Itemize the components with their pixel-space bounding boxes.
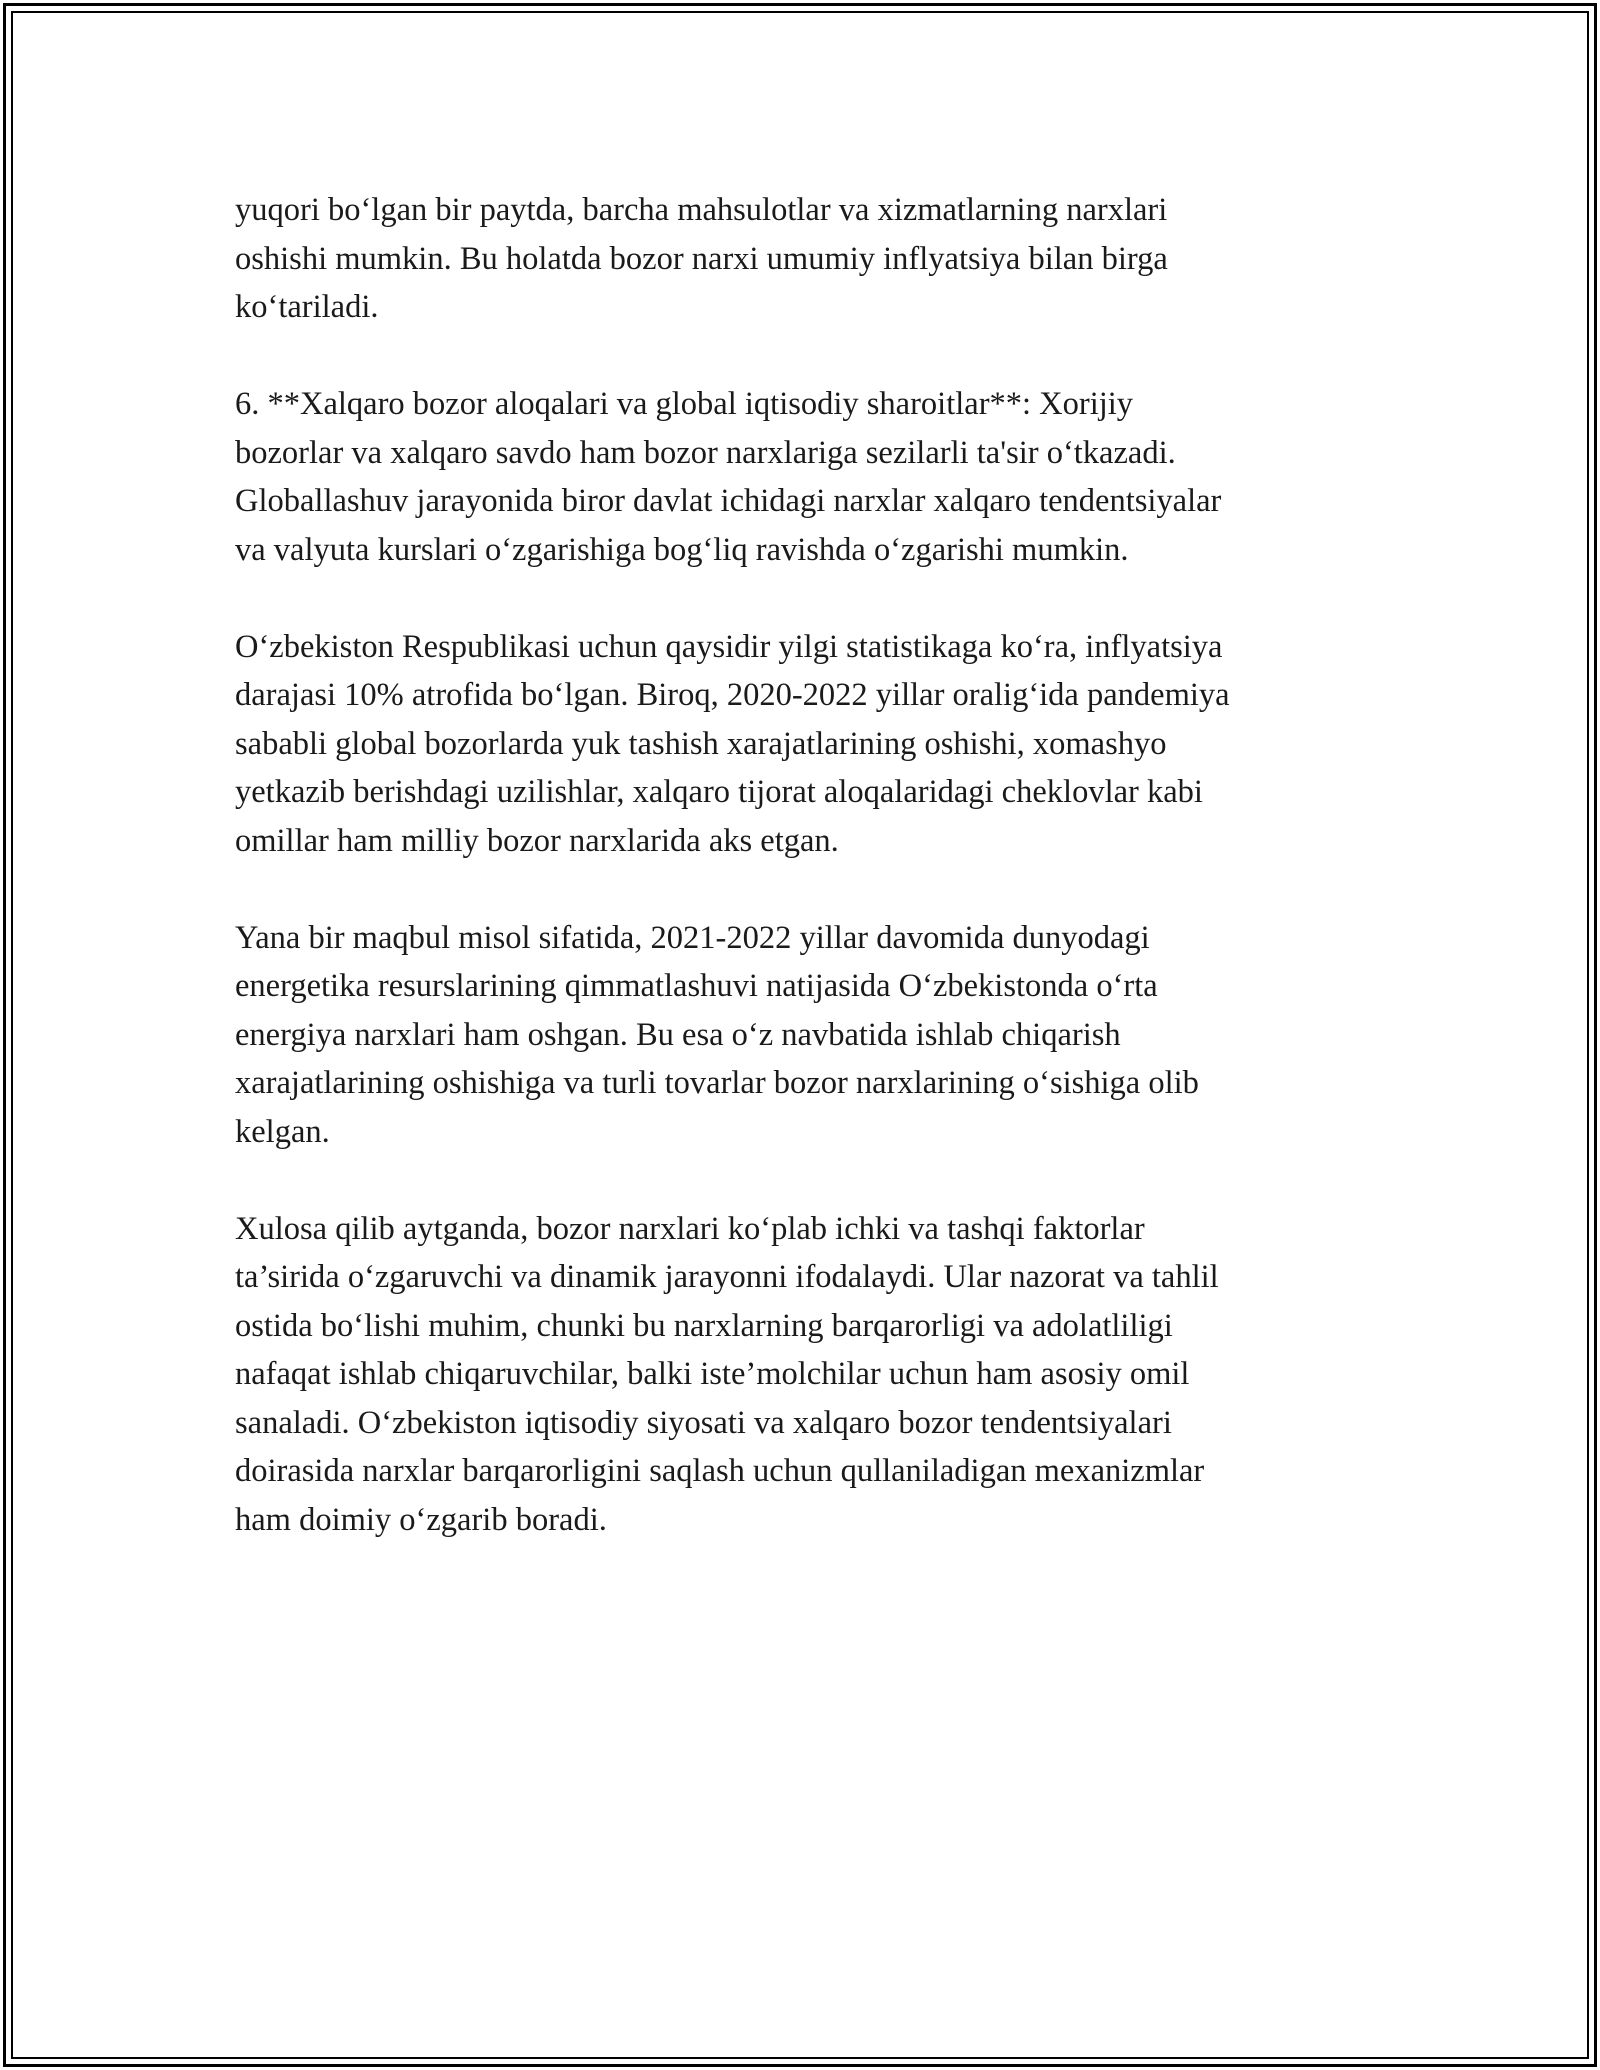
text-line: ham doimiy o‘zgarib boradi. [235, 1501, 607, 1538]
paragraph-international-markets [235, 380, 1375, 574]
text-line: yetkazib berishdagi uzilishlar, xalqaro tijorat aloqalaridagi cheklovlar kabi [235, 774, 1203, 810]
text-line: Globallashuv jarayonida biror davlat ichidagi narxlar xalqaro tendentsiyalar [235, 483, 1222, 519]
paragraph-uzbekistan-statistics [235, 623, 1375, 866]
text-line: xarajatlarining oshishiga va turli tovarlar bozor narxlarining o‘sishiga olib [235, 1065, 1199, 1101]
text-line: nafaqat ishlab chiqaruvchilar, balki iste’molchilar uchun ham asosiy omil [235, 1356, 1190, 1392]
text-line: sababli global bozorlarda yuk tashish xarajatlarining oshishi, xomashyo [235, 725, 1167, 762]
text-line: va valyuta kurslari o‘zgarishiga bog‘liq ravishda o‘zgarishi mumkin. [235, 531, 1129, 568]
text-line: O‘zbekiston Respublikasi uchun qaysidir yilgi statistikaga ko‘ra, inflyatsiya [235, 628, 1223, 665]
text-line: Xulosa qilib aytganda, bozor narxlari ko‘plab ichki va tashqi faktorlar [235, 1210, 1145, 1247]
text-line: energiya narxlari ham oshgan. Bu esa o‘z navbatida ishlab chiqarish [235, 1016, 1121, 1053]
paragraph-inflation-continuation [235, 186, 1375, 332]
text-line: ostida bo‘lishi muhim, chunki bu narxlarning barqarorligi va adolatliligi [235, 1307, 1173, 1344]
text-line: yuqori bo‘lgan bir paytda, barcha mahsulotlar va xizmatlarning narxlari [235, 192, 1168, 228]
text-line: oshishi mumkin. Bu holatda bozor narxi umumiy inflyatsiya bilan birga [235, 240, 1168, 277]
text-line: Yana bir maqbul misol sifatida, 2021-2022 yillar davomida dunyodagi [235, 919, 1150, 956]
text-line: bozorlar va xalqaro savdo ham bozor narxlariga sezilarli ta'sir o‘tkazadi. [235, 434, 1176, 471]
text-line: ko‘tariladi. [235, 289, 379, 325]
document-body [235, 186, 1375, 1593]
text-line: kelgan. [235, 1113, 330, 1150]
text-line: darajasi 10% atrofida bo‘lgan. Biroq, 2020-2022 yillar oralig‘ida pandemiya [235, 677, 1230, 713]
text-line: ta’sirida o‘zgaruvchi va dinamik jarayonni ifodalaydi. Ular nazorat va tahlil [235, 1259, 1219, 1295]
text-line: omillar ham milliy bozor narxlarida aks etgan. [235, 822, 839, 859]
text-line: sanaladi. O‘zbekiston iqtisodiy siyosati va xalqaro bozor tendentsiyalari [235, 1404, 1172, 1441]
paragraph-energy-example [235, 914, 1375, 1157]
text-line: 6. **Xalqaro bozor aloqalari va global iqtisodiy sharoitlar**: Xorijiy [235, 386, 1134, 422]
paragraph-conclusion [235, 1205, 1375, 1545]
text-line: doirasida narxlar barqarorligini saqlash uchun qullaniladigan mexanizmlar [235, 1453, 1205, 1489]
text-line: energetika resurslarining qimmatlashuvi natijasida O‘zbekistonda o‘rta [235, 968, 1158, 1004]
